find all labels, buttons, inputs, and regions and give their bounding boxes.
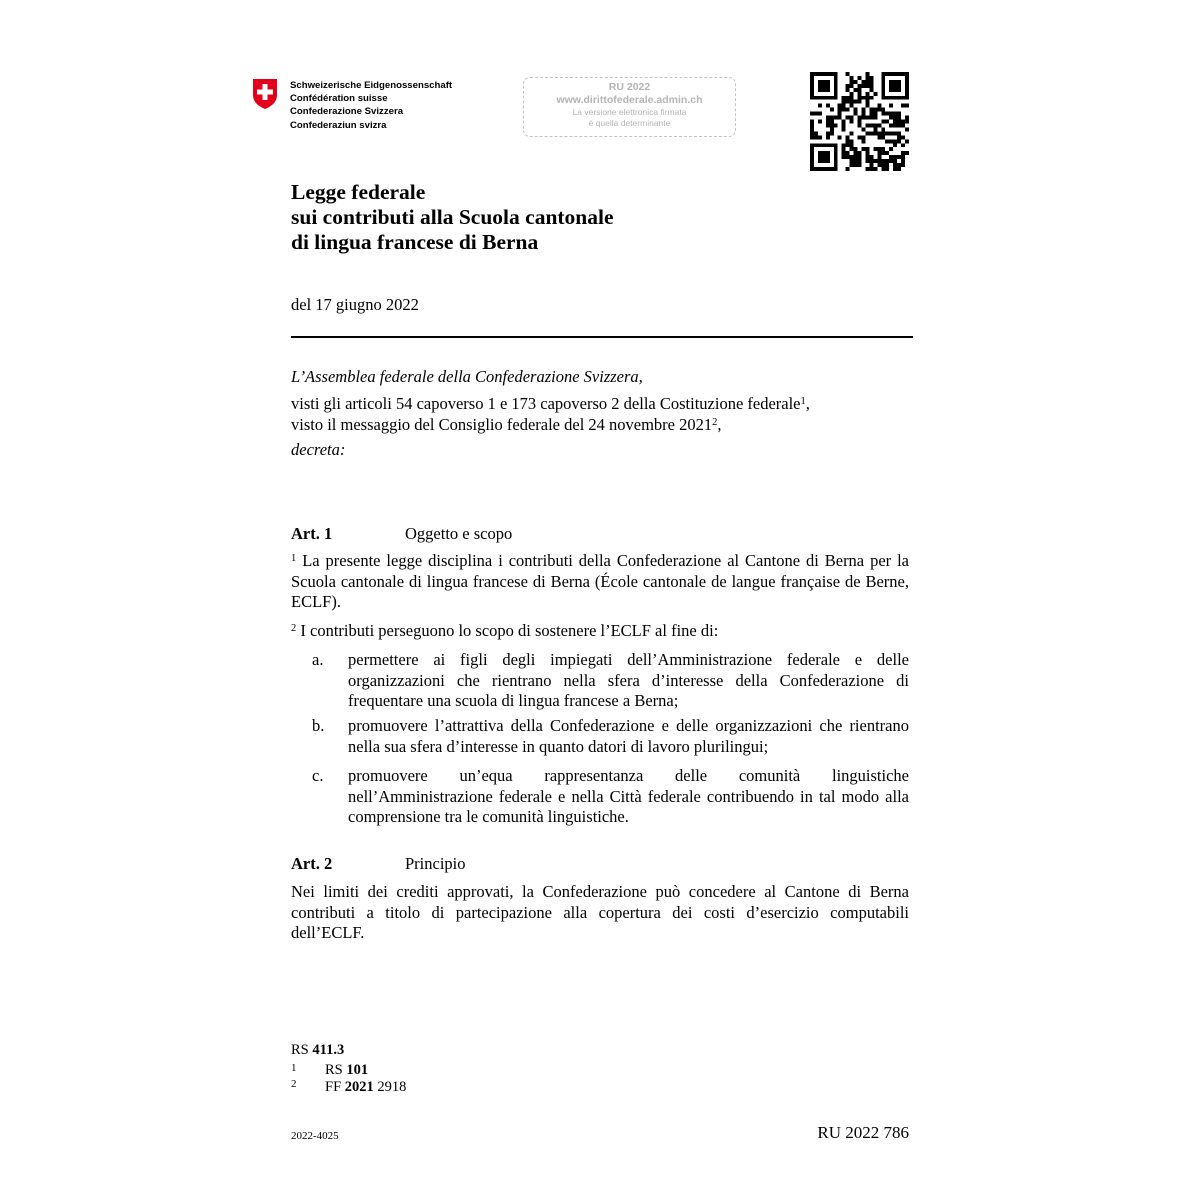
footnote-2: [325, 1079, 406, 1096]
title-divider: [291, 336, 913, 338]
title-line-3: di lingua francese di Berna: [291, 230, 539, 254]
article-1-number: Art. 1: [291, 524, 333, 543]
footnote-ref-2[interactable]: 2: [712, 417, 718, 428]
preamble-comma: ,: [805, 394, 810, 413]
rs-reference: [291, 1042, 344, 1059]
list-item-letter: c.: [312, 766, 324, 785]
footnote-page: 2918: [373, 1079, 407, 1095]
footnote-1-number: 1: [291, 1062, 297, 1074]
list-item-letter: b.: [312, 716, 325, 735]
document-title: [291, 180, 614, 255]
list-item: promuovere l’attrattiva della Confederazione e delle organizzazioni che rientrano nella sua sfera d’interesse in quanto datori di lavoro plurilingui;: [348, 716, 909, 756]
swiss-cross-shield-icon: [252, 78, 278, 110]
rs-number: 411.3: [312, 1042, 345, 1058]
confederation-name-de: Schweizerische Eidgenossenschaft: [290, 80, 453, 91]
preamble-visto-text: visto il messaggio del Consiglio federale del 24 novembre 2021: [291, 415, 713, 434]
stamp-url[interactable]: www.dirittofederale.admin.ch: [556, 94, 703, 106]
confederation-name-it: Confederazione Svizzera: [290, 106, 404, 118]
preamble-visti: [291, 394, 810, 415]
footnote-2-number: 2: [291, 1078, 297, 1090]
footnote-ref-1[interactable]: 1: [800, 396, 806, 407]
footnote-number: 101: [346, 1062, 369, 1078]
article-1-paragraph-1: [291, 551, 909, 613]
article-1-paragraph-2: [291, 621, 909, 642]
footnote-prefix: RS: [325, 1062, 347, 1078]
document-number: 2022-4025: [291, 1130, 339, 1142]
preamble-decreta: decreta:: [291, 440, 346, 459]
paragraph-text: I contributi perseguono lo scopo di sostenere l’ECLF al fine di:: [296, 621, 719, 640]
footnote-prefix: FF: [325, 1079, 345, 1095]
qr-code-icon: [808, 72, 911, 171]
paragraph-number: 1: [291, 553, 297, 564]
rs-prefix: RS: [291, 1042, 313, 1058]
title-line-2: sui contributi alla Scuola cantonale: [291, 205, 614, 229]
stamp-note-2: è quella determinante: [588, 118, 671, 128]
list-item-letter: a.: [312, 650, 324, 669]
list-item: promuovere un’equa rappresentanza delle comunità linguistiche nell’Amministrazione federale e nella Città federale contribuendo in tal modo alla comprensione tra le comunità linguistiche.: [348, 766, 909, 826]
article-1-heading: Oggetto e scopo: [405, 524, 513, 543]
preamble-assembly: L’Assemblea federale della Confederazione Svizzera,: [291, 367, 643, 386]
article-2-number: Art. 2: [291, 854, 333, 873]
article-2-paragraph: Nei limiti dei crediti approvati, la Confederazione può concedere al Cantone di Berna contributi a titolo di partecipazione alla copertura dei costi d’esercizio computabili dell’ECLF.: [291, 882, 909, 942]
paragraph-number: 2: [291, 623, 297, 634]
document-date: del 17 giugno 2022: [291, 295, 419, 314]
preamble-visto: [291, 415, 722, 436]
list-item: permettere ai figli degli impiegati dell’Amministrazione federale e delle organizzazioni che rientrano nella sfera d’interesse della Confederazione di frequentare una scuola di lingua francese a Berna;: [348, 650, 909, 710]
footnote-1: [325, 1062, 368, 1079]
stamp-note-1: La versione elettronica firmata: [572, 107, 687, 117]
article-2-heading: Principio: [405, 854, 466, 873]
paragraph-text: La presente legge disciplina i contributi della Confederazione al Cantone di Berna per la Scuola cantonale di lingua francese di Berna (École cantonale de langue française de Berne, ECLF).: [291, 551, 909, 611]
stamp-ru: RU 2022: [608, 81, 651, 93]
preamble-visti-text: visti gli articoli 54 capoverso 1 e 173 capoverso 2 della Costituzione federale: [291, 394, 801, 413]
confederation-name-rm: Confederaziun svizra: [290, 119, 387, 131]
signature-stamp: [523, 77, 736, 137]
title-line-1: Legge federale: [291, 180, 426, 204]
ru-reference: RU 2022 786: [817, 1123, 909, 1142]
confederation-names: [290, 79, 452, 132]
confederation-name-fr: Confédération suisse: [290, 93, 388, 105]
footnote-year: 2021: [344, 1079, 374, 1095]
preamble-comma: ,: [717, 415, 722, 434]
